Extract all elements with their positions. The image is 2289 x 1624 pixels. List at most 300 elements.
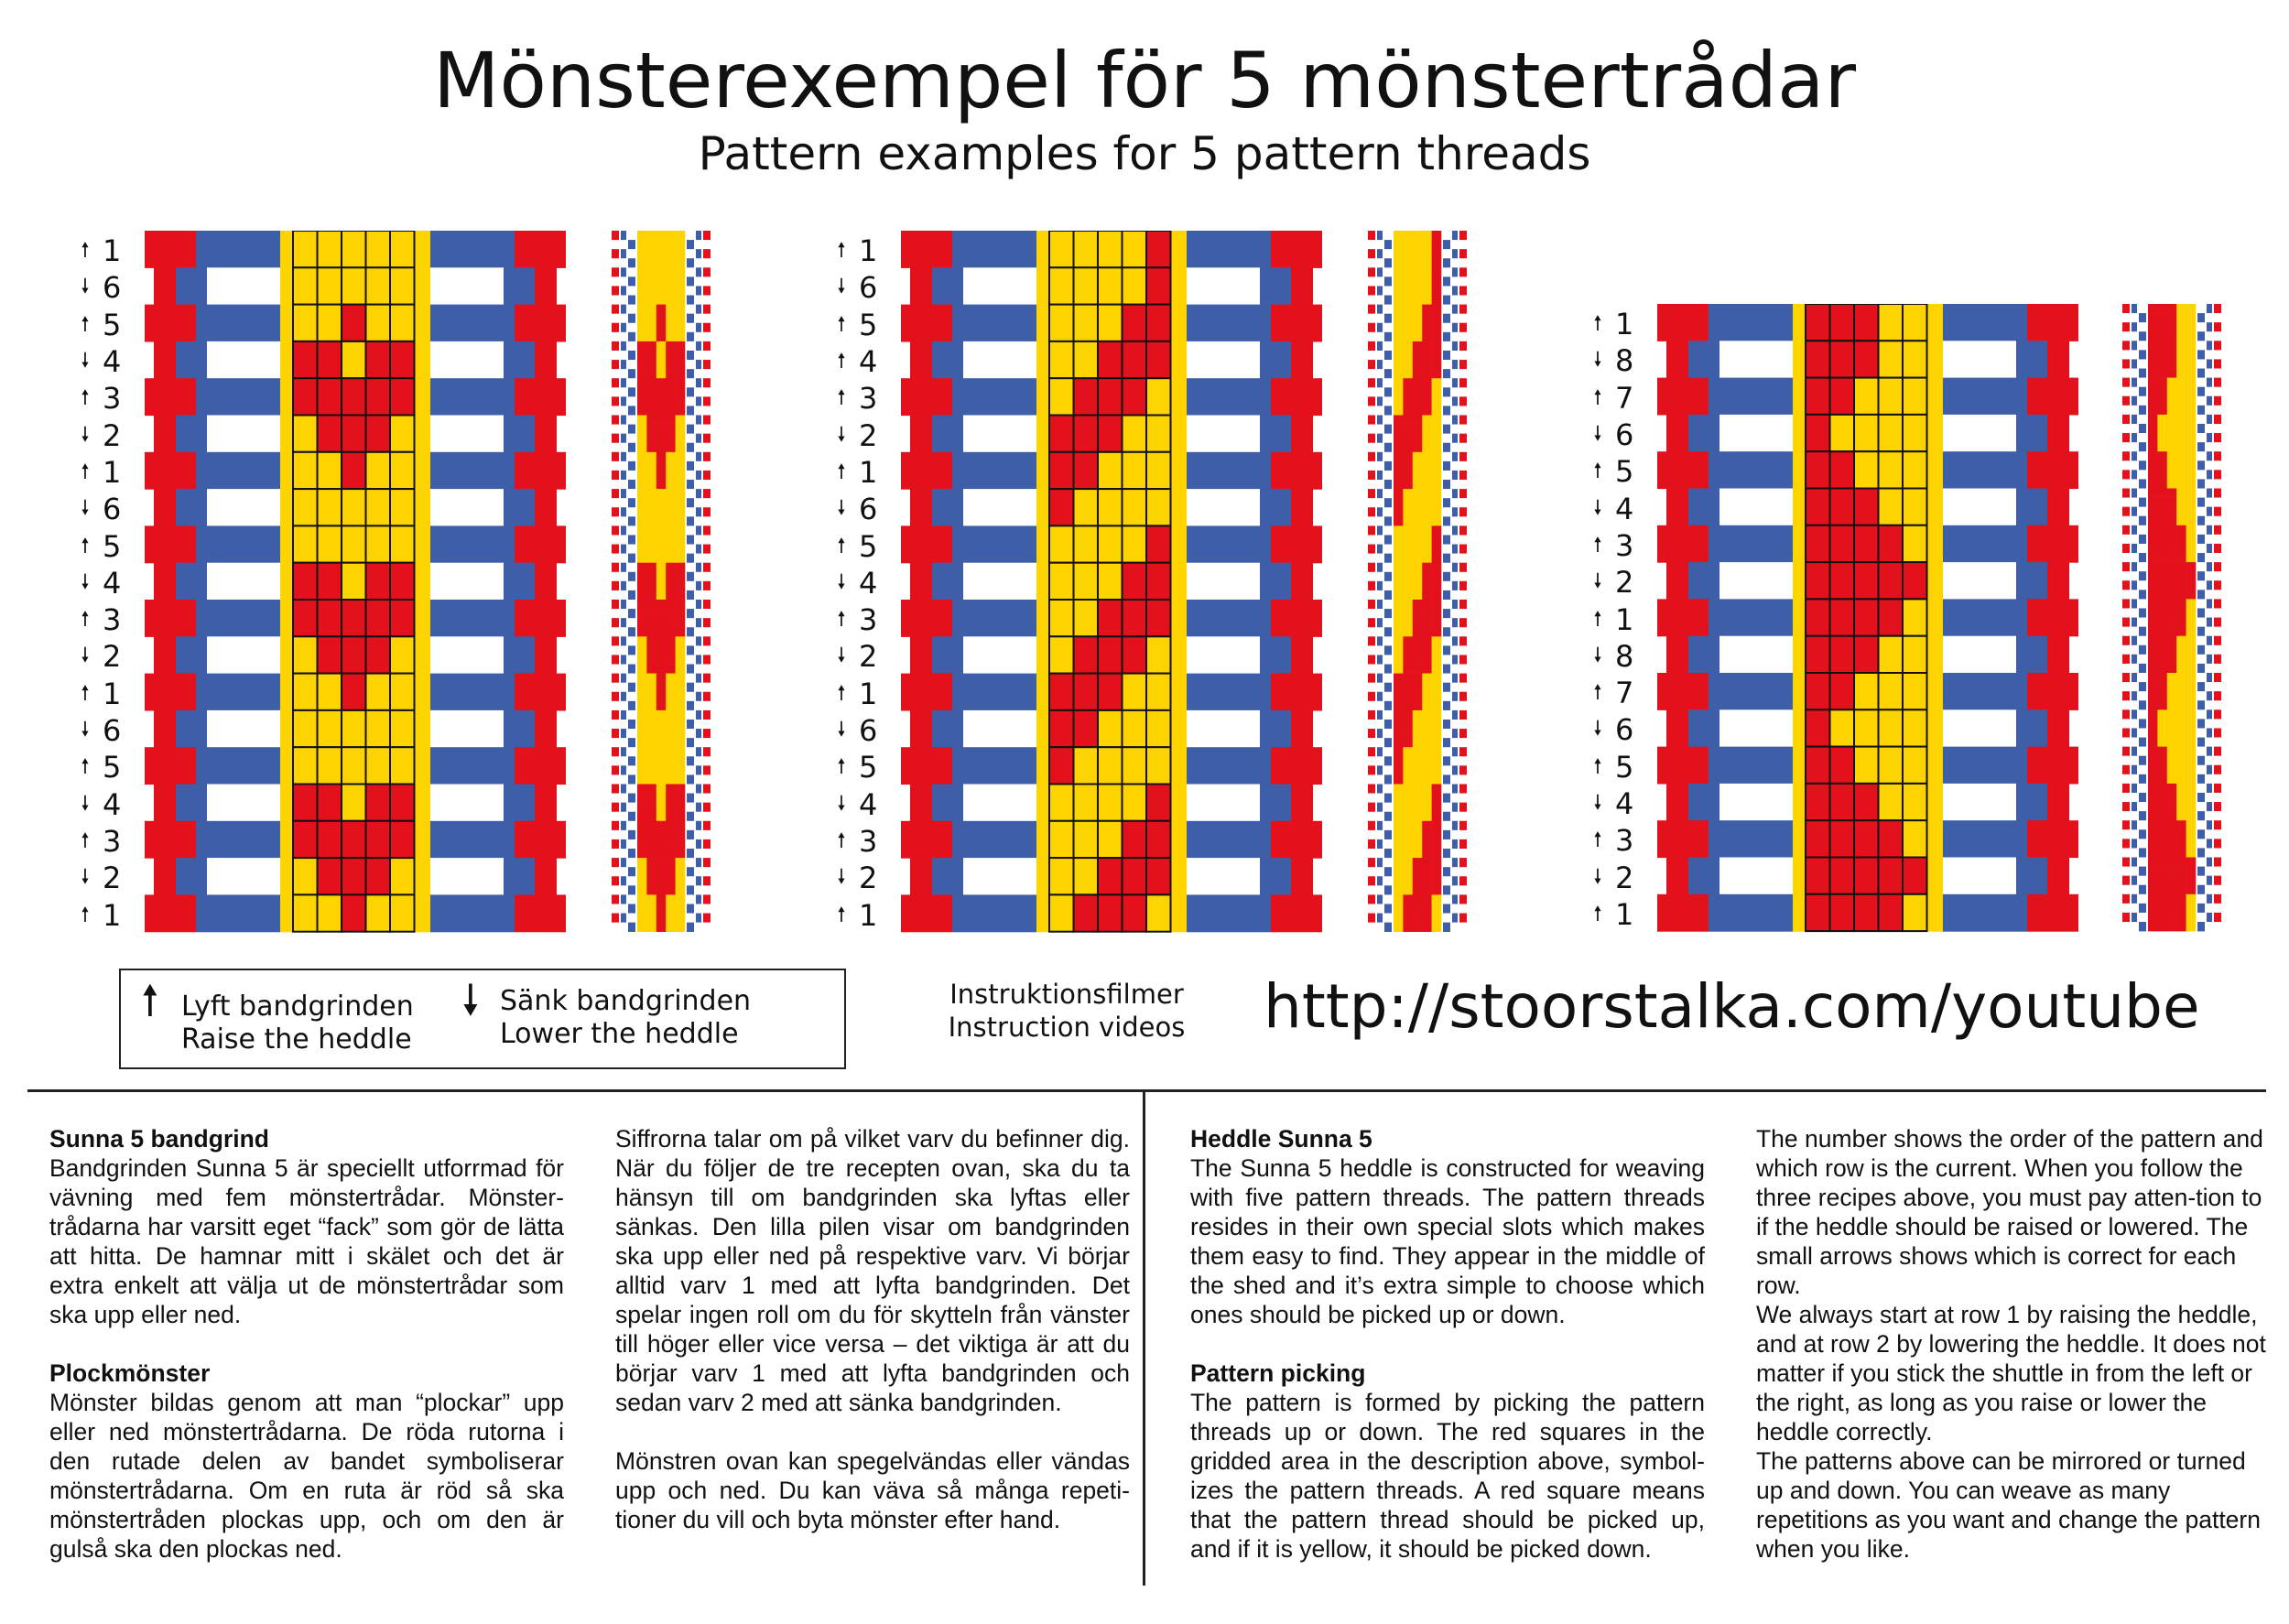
preview-edge [696,701,701,710]
preview-edge [2139,406,2146,415]
preview-cell [1432,655,1442,664]
preview-edge [696,369,701,378]
preview-edge [2132,396,2137,406]
preview-edge [621,545,626,554]
preview-edge [2197,839,2205,848]
preview-edge [2132,406,2137,415]
preview-edge [696,286,701,295]
preview-cell [637,471,647,480]
pattern-cell-red [1049,489,1074,525]
arrow-down-icon: 🠗 [1593,349,1602,373]
preview-cell [676,360,686,369]
preview-edge [687,545,694,554]
preview-cell [1432,507,1442,516]
preview-edge [1368,471,1375,480]
preview-cell [1413,914,1423,923]
preview-cell [1394,332,1404,341]
preview-edge [1384,249,1392,258]
ladder-cell [1943,525,2016,563]
preview-cell [1394,360,1404,369]
blue-edge-cell [196,747,207,785]
preview-cell [2148,489,2158,498]
preview-cell [2167,507,2177,516]
ladder-cell [963,563,1036,601]
pattern-cell-red [1049,710,1074,747]
preview-edge [696,498,701,507]
preview-cell [676,305,686,314]
preview-cell [2186,747,2197,756]
preview-cell [676,351,686,360]
preview-edge [1452,720,1458,729]
preview-edge [1452,516,1458,525]
preview-cell [1413,416,1423,425]
preview-edge [2214,719,2221,728]
preview-edge [621,738,626,747]
pattern-cell-red [1806,562,1830,599]
preview-cell [2186,331,2197,341]
ladder-cell [1719,709,1793,747]
red-edge-cell [1291,858,1313,895]
pattern-cell-red [1098,858,1123,894]
preview-edge [1459,683,1467,692]
preview-cell [1403,894,1413,904]
preview-cell [676,296,686,305]
preview-edge [621,756,626,765]
preview-edge [2214,350,2221,359]
preview-cell [2186,765,2197,774]
preview-edge [621,249,626,258]
preview-edge [2132,442,2137,451]
preview-cell [1422,830,1432,839]
preview-edge [1443,471,1450,480]
preview-edge [1377,812,1383,821]
preview-cell [1413,794,1423,803]
preview-edge [1368,747,1375,756]
preview-edge [2214,691,2221,700]
preview-cell [637,305,647,314]
preview-edge [2139,645,2146,655]
preview-edge [2197,406,2205,415]
preview-cell [2157,802,2167,811]
preview-cell [2157,387,2167,396]
preview-edge [1443,627,1450,636]
preview-cell [666,618,676,627]
preview-cell [2186,618,2197,627]
pattern-cell-yellow [1074,231,1099,267]
ladder-cell [1943,304,2016,341]
ladder-cell [1719,489,1793,526]
preview-edge [1377,516,1383,525]
youtube-url-link[interactable]: http://stoorstalka.com/youtube [1264,971,2200,1042]
preview-cell [1394,830,1404,839]
red-edge-cell [1666,709,1688,747]
pattern-cell-red [366,378,391,415]
preview-edge [1377,756,1383,765]
preview-edge [628,729,635,738]
pattern-cell-red [1879,894,1904,931]
preview-cell [646,747,656,756]
blue-edge-cell [1260,563,1291,601]
preview-cell [637,904,647,913]
preview-edge [2132,387,2137,396]
preview-edge [1459,618,1467,627]
preview-edge [687,498,694,507]
red-edge-cell [901,525,952,563]
preview-cell [637,765,647,774]
preview-cell [656,305,667,314]
preview-edge [1443,581,1450,590]
preview-cell [2176,747,2186,756]
preview-edge [703,636,711,645]
preview-edge [2197,331,2205,341]
preview-edge [1459,803,1467,812]
preview-cell [1413,747,1423,756]
preview-cell [1394,785,1404,794]
yellow-border-cell [1793,378,1806,416]
row-label [1586,747,1668,784]
red-edge-cell [910,563,932,601]
pattern-cell-red [1806,451,1830,488]
blue-edge-cell [1260,378,1271,416]
preview-cell [1413,369,1423,378]
preview-edge [703,387,711,396]
preview-edge [2132,489,2137,498]
preview-edge [612,785,619,794]
preview-edge [696,747,701,756]
preview-edge [696,785,701,794]
preview-edge [1368,636,1375,645]
preview-cell [637,674,647,683]
yellow-border-cell [1036,452,1049,490]
preview-edge [2197,350,2205,359]
preview-edge [2214,424,2221,433]
pattern-cell-yellow [366,525,391,562]
preview-edge [1384,600,1392,609]
preview-cell [2176,599,2186,608]
preview-edge [2139,802,2146,811]
preview-cell [646,645,656,655]
preview-edge [2207,627,2212,636]
ladder-cell [963,416,1036,453]
preview-cell [2148,322,2158,331]
preview-edge [1443,756,1450,765]
preview-edge [628,923,635,932]
preview-cell [637,341,647,351]
preview-cell [2176,793,2186,802]
pattern-cell-red [342,416,366,452]
preview-edge [2139,331,2146,341]
preview-cell [646,590,656,600]
preview-cell [2157,636,2167,645]
preview-cell [1403,904,1413,913]
pattern-cell-yellow [1879,709,1904,746]
preview-edge [1443,452,1450,461]
preview-cell [637,231,647,240]
yellow-border-cell [1036,747,1049,785]
preview-edge [1384,867,1392,876]
pattern-cell-red [342,674,366,710]
blue-edge-cell [504,489,535,526]
preview-edge [1368,507,1375,516]
pattern-cell-yellow [293,452,318,489]
preview-cell [1432,332,1442,341]
pattern-cell-yellow [318,489,342,525]
preview-edge [696,535,701,544]
preview-cell [1403,774,1413,784]
preview-cell [2176,396,2186,406]
preview-cell [1422,296,1432,305]
preview-cell [676,240,686,249]
preview-edge [1443,904,1450,913]
row-label [73,636,156,673]
pattern-cell-red [342,821,366,858]
preview-edge [1368,894,1375,904]
preview-edge [687,655,694,664]
yellow-border-cell [280,674,293,711]
yellow-border-cell [1927,451,1944,489]
pattern-cell-red [1146,600,1171,636]
preview-cell [2148,904,2158,913]
preview-cell [1422,729,1432,738]
preview-edge [621,231,626,240]
preview-edge [696,471,701,480]
yellow-border-cell [1036,231,1049,268]
preview-edge [1377,600,1383,609]
preview-cell [637,249,647,258]
preview-cell [1432,489,1442,498]
pattern-cell-red [1830,451,1855,488]
pattern-cell-red [1123,636,1147,673]
preview-edge [1368,710,1375,720]
yellow-border-cell [280,858,293,895]
ladder-cell [1943,747,2016,785]
pattern-cell-yellow [1074,785,1099,821]
pattern-cell-red [1830,820,1855,857]
ladder-cell [430,231,504,268]
preview-cell [1422,674,1432,683]
text-column-2 [615,1124,1130,1564]
ladder-cell [1719,747,1793,785]
preview-cell [2148,922,2158,931]
preview-cell [656,572,667,581]
preview-cell [676,387,686,396]
row-number: 4 [859,786,878,822]
yellow-border-cell [415,378,431,416]
preview-cell [1394,794,1404,803]
preview-edge [687,554,694,563]
ladder-cell [1719,894,1793,932]
preview-cell [637,720,647,729]
preview-edge [2214,756,2221,765]
preview-edge [2122,498,2130,507]
preview-edge [621,720,626,729]
preview-edge [696,554,701,563]
preview-cell [1413,249,1423,258]
preview-edge [1443,812,1450,821]
pattern-cell-yellow [1098,267,1123,304]
preview-cell [2186,756,2197,765]
pattern-cell-yellow [390,452,415,489]
preview-edge [612,645,619,655]
preview-cell [2148,793,2158,802]
preview-cell [1394,296,1404,305]
pattern-cell-yellow [293,636,318,673]
preview-cell [1394,692,1404,701]
preview-cell [1413,701,1423,710]
row-number: 4 [1615,786,1634,822]
preview-edge [1443,590,1450,600]
preview-cell [1394,627,1404,636]
preview-edge [2207,535,2212,544]
blue-edge-cell [1688,709,1719,747]
preview-edge [1459,830,1467,839]
preview-cell [1432,360,1442,369]
preview-edge [2139,442,2146,451]
pattern-cell-yellow [1049,563,1074,600]
preview-cell [2157,839,2167,848]
blue-edge-cell [504,821,515,859]
preview-edge [628,627,635,636]
preview-edge [1459,756,1467,765]
preview-cell [646,369,656,378]
ladder-cell [430,416,504,453]
yellow-border-cell [1036,674,1049,711]
yellow-border-cell [280,747,293,785]
preview-edge [2139,618,2146,627]
blue-edge-cell [1709,378,1719,416]
preview-edge [2214,608,2221,617]
preview-edge [1459,885,1467,894]
pattern-cell-red [1854,599,1879,635]
pattern-cell-yellow [1146,747,1171,784]
preview-edge [687,314,694,323]
row-number: 2 [103,861,122,896]
preview-edge [1459,747,1467,756]
preview-cell [1403,286,1413,295]
arrow-up-icon: 🠕 [1593,902,1602,926]
preview-edge [1368,774,1375,784]
preview-cell [2186,544,2197,553]
preview-cell [656,885,667,894]
blue-edge-cell [1260,747,1271,785]
preview-cell [1413,665,1423,674]
preview-edge [628,443,635,452]
yellow-border-cell [1793,858,1806,895]
blue-edge-cell [1260,858,1291,895]
preview-cell [1422,563,1432,572]
pattern-cell-yellow [318,894,342,931]
preview-cell [1422,867,1432,876]
preview-edge [612,914,619,923]
preview-edge [1443,803,1450,812]
preview-cell [1432,674,1442,683]
preview-edge [703,756,711,765]
preview-edge [2207,774,2212,784]
preview-cell [1394,249,1404,258]
preview-cell [646,443,656,452]
preview-cell [1403,369,1413,378]
preview-edge [628,416,635,425]
preview-cell [666,406,676,415]
preview-edge [1384,480,1392,489]
preview-cell [1432,452,1442,461]
preview-edge [1384,360,1392,369]
red-edge-cell [1291,489,1313,526]
preview-cell [666,885,676,894]
row-number: 1 [1615,307,1634,342]
preview-edge [703,876,711,885]
preview-edge [2214,544,2221,553]
preview-edge [1459,563,1467,572]
pattern-cell-red [390,341,415,378]
preview-edge [2214,442,2221,451]
preview-cell [646,618,656,627]
preview-edge [621,812,626,821]
ladder-cell [207,452,280,490]
preview-cell [1413,655,1423,664]
preview-edge [1368,858,1375,867]
preview-cell [2186,406,2197,415]
row-number: 5 [1615,454,1634,490]
preview-edge [628,692,635,701]
preview-edge [687,332,694,341]
preview-cell [2167,645,2177,655]
yellow-border-cell [1171,305,1188,342]
preview-edge [696,674,701,683]
preview-edge [2214,618,2221,627]
row-number: 8 [1615,638,1634,674]
preview-cell [1394,904,1404,913]
preview-edge [1377,276,1383,286]
pattern-cell-red [1123,378,1147,415]
preview-cell [666,516,676,525]
preview-cell [1432,276,1442,286]
preview-cell [646,249,656,258]
pattern-cell-yellow [1074,489,1099,525]
ladder-cell [1187,305,1260,342]
preview-edge [703,590,711,600]
preview-edge [1368,461,1375,471]
preview-edge [612,600,619,609]
row-label [830,858,912,894]
preview-edge [696,572,701,581]
preview-edge [687,286,694,295]
blue-edge-cell [1688,415,1719,452]
preview-edge [1384,341,1392,351]
preview-cell [1403,710,1413,720]
preview-edge [2139,627,2146,636]
preview-cell [2176,627,2186,636]
preview-edge [2122,571,2130,580]
preview-edge [2139,387,2146,396]
preview-cell [656,545,667,554]
preview-edge [2139,479,2146,488]
preview-edge [687,756,694,765]
preview-cell [2176,350,2186,359]
preview-cell [637,507,647,516]
preview-edge [2197,451,2205,460]
preview-cell [1432,923,1442,932]
preview-cell [646,655,656,664]
preview-edge [1443,425,1450,434]
preview-edge [696,720,701,729]
preview-edge [1443,305,1450,314]
preview-edge [2132,867,2137,876]
preview-cell [1432,323,1442,332]
preview-edge [2207,793,2212,802]
preview-cell [656,756,667,765]
pattern-cell-red [1049,416,1074,452]
